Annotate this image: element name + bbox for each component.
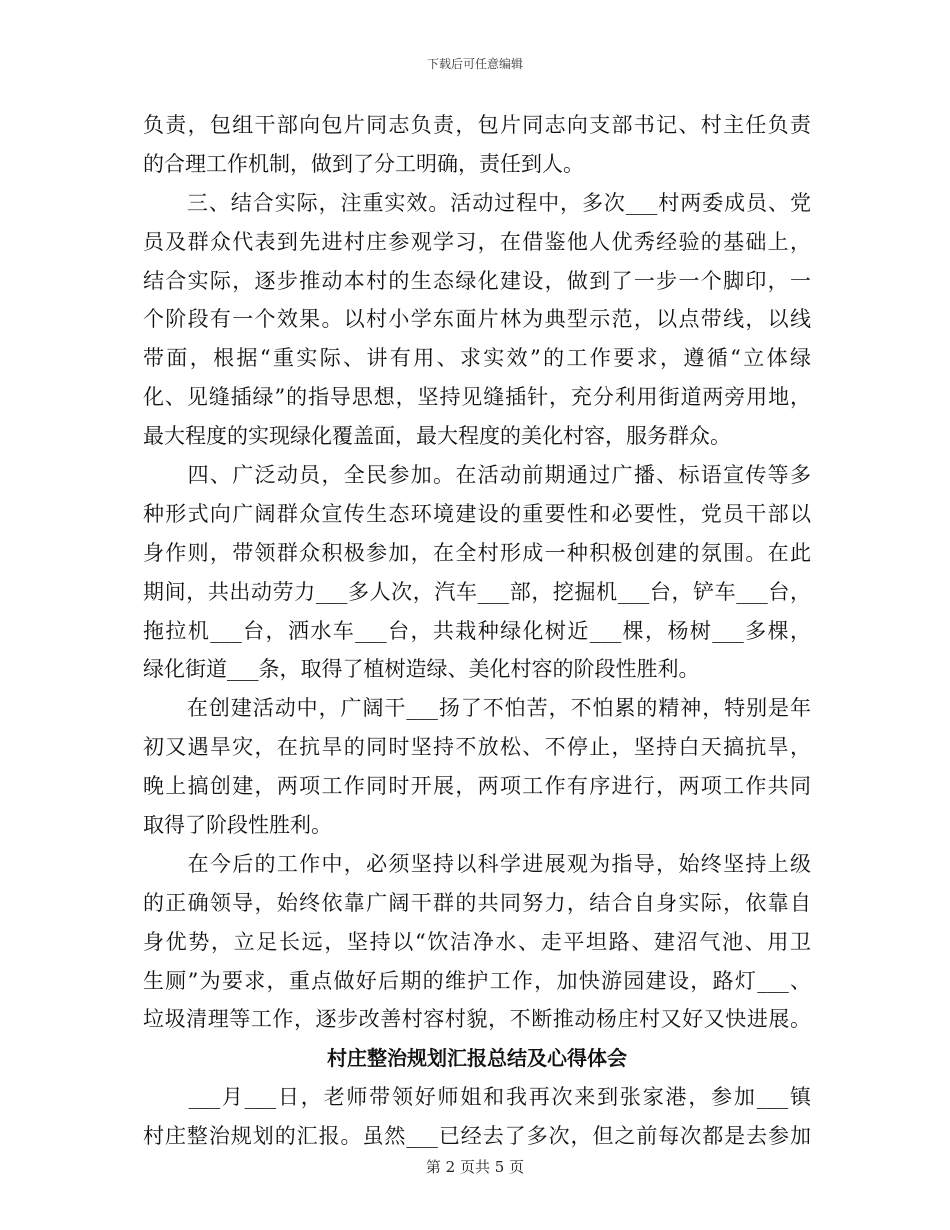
text-line: 晚上搞创建，两项工作同时开展，两项工作有序进行，两项工作共同 [143,774,811,799]
text-line: 种形式向广阔群众宣传生态环境建设的重要性和必要性，党员干部以 [143,501,811,526]
document-body [143,106,811,1156]
text-line: 垃圾清理等工作，逐步改善村容村貌，不断推动杨庄村又好又快进展。 [143,1007,811,1032]
text-line: 在今后的工作中，必须坚持以科学进展观为指导，始终坚持上级 [143,851,811,876]
text-line: 个阶段有一个效果。以村小学东面片林为典型示范，以点带线，以线 [143,307,811,332]
text-line: 带面，根据“重实际、讲有用、求实效”的工作要求，遵循“立体绿 [143,346,811,371]
text-line: 取得了阶段性胜利。 [143,813,332,838]
section-title: 村庄整治规划汇报总结及心得体会 [327,1046,627,1071]
text-line: 拖拉机___台，洒水车___台，共栽种绿化树近___棵，杨树___多棵， [143,618,811,643]
text-line: 在创建活动中，广阔干___扬了不怕苦，不怕累的精神，特别是年 [143,696,811,721]
text-line: 化、见缝插绿”的指导思想，坚持见缝插针，充分利用街道两旁用地， [143,385,811,410]
text-line: 的正确领导，始终依靠广阔干群的共同努力，结合自身实际，依靠自 [143,890,811,915]
text-line: 负责，包组干部向包片同志负责，包片同志向支部书记、村主任负责 [143,113,811,137]
text-line: 四、广泛动员，全民参加。在活动前期通过广播、标语宣传等多 [143,463,811,488]
text-line: 身优势，立足长远，坚持以“饮洁净水、走平坦路、建沼气池、用卫 [143,929,811,954]
text-line: 三、结合实际，注重实效。活动过程中，多次___村两委成员、党 [143,190,811,215]
text-line: 生厕”为要求，重点做好后期的维护工作，加快游园建设，路灯___、 [143,968,811,993]
page-footer: 第 2 页共 5 页 [425,1158,525,1176]
text-line: 的合理工作机制，做到了分工明确，责任到人。 [143,151,584,176]
text-line: 员及群众代表到先进村庄参观学习，在借鉴他人优秀经验的基础上， [143,229,811,254]
text-line: 绿化街道___条，取得了植树造绿、美化村容的阶段性胜利。 [143,657,700,682]
text-line: 期间，共出动劳力___多人次，汽车___部，挖掘机___台，铲车___台， [143,579,811,604]
text-line: 身作则，带领群众积极参加，在全村形成一种积极创建的氛围。在此 [143,540,811,565]
text-line: 最大程度的实现绿化覆盖面，最大程度的美化村容，服务群众。 [143,424,731,449]
text-line: 结合实际，逐步推动本村的生态绿化建设，做到了一步一个脚印，一 [143,268,811,293]
text-line: 村庄整治规划的汇报。虽然___已经去了多次，但之前每次都是去参加 [143,1124,811,1149]
text-line: ___月___日，老师带领好师姐和我再次来到张家港，参加___镇 [143,1085,811,1110]
page-header: 下载后可任意编辑 [426,57,523,71]
text-line: 初又遇旱灾，在抗旱的同时坚持不放松、不停止，坚持白天搞抗旱， [143,735,811,760]
